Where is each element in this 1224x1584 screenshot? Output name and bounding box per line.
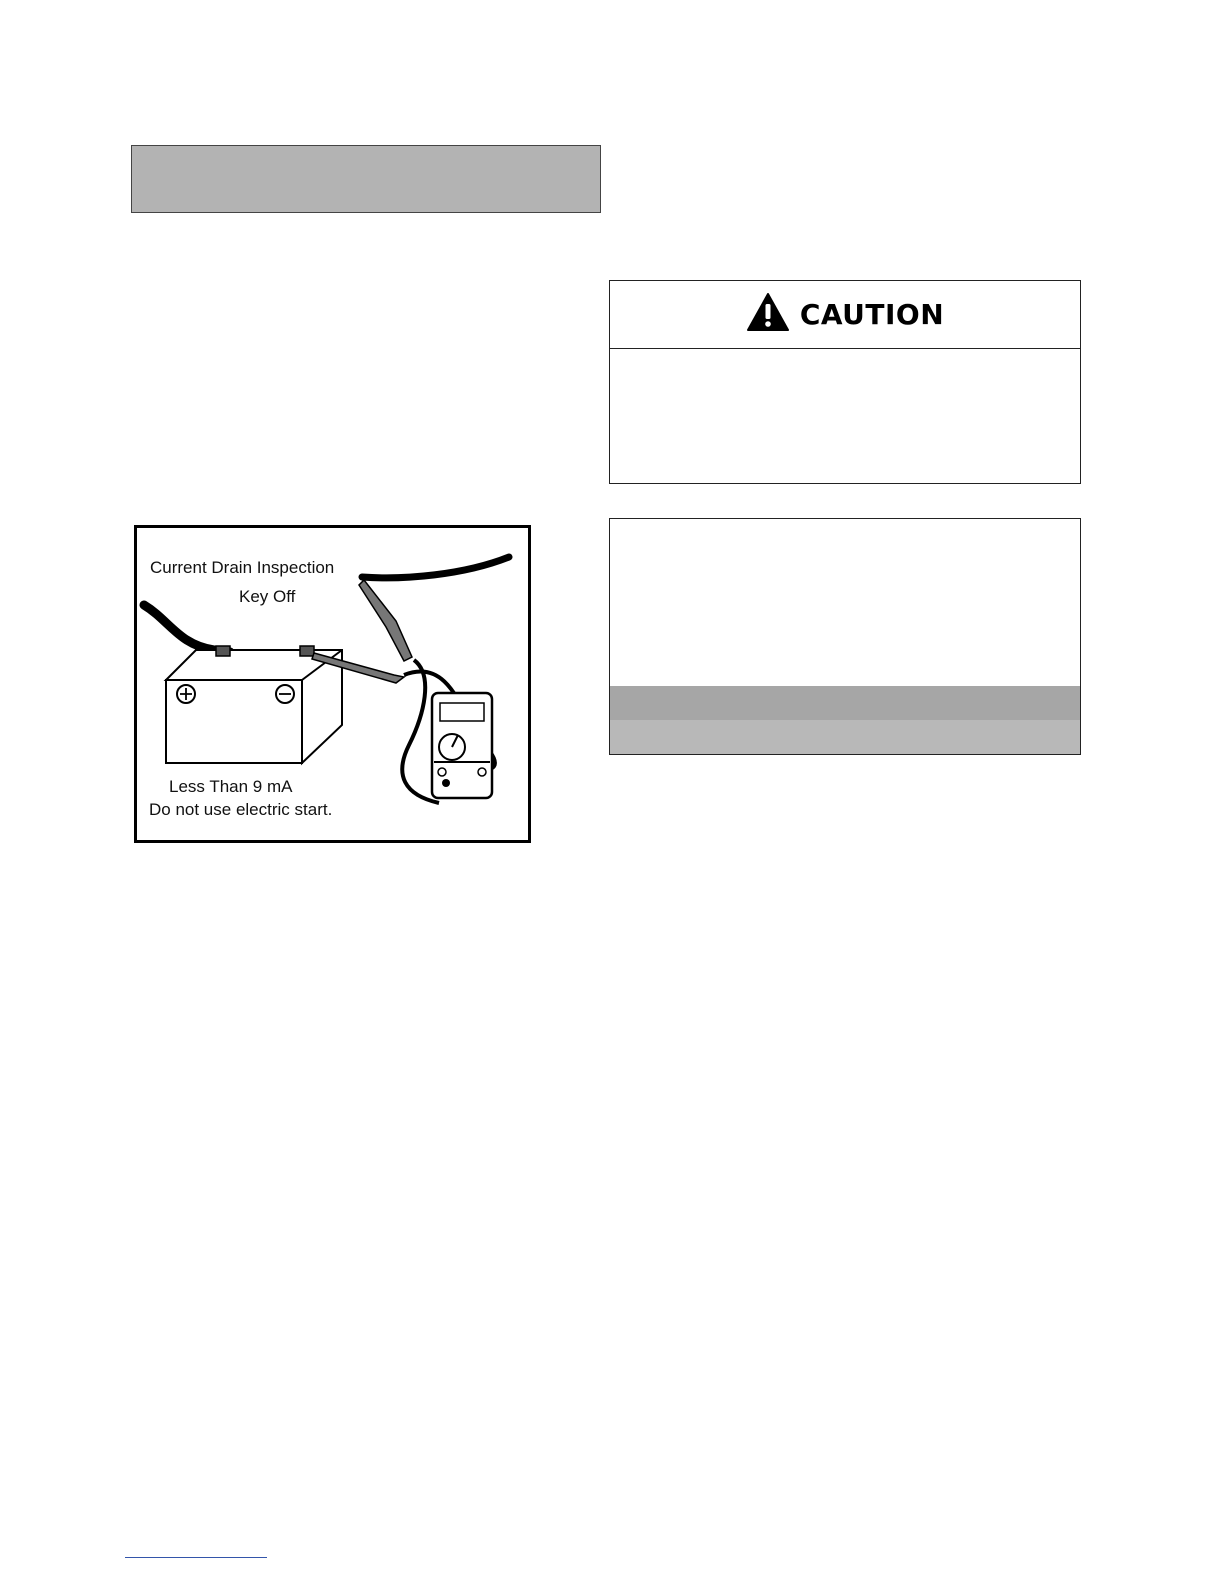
current-drain-illustration bbox=[134, 525, 531, 843]
note-band-light bbox=[610, 720, 1080, 754]
current-drain-figure bbox=[134, 525, 531, 843]
caption-key: Key Off bbox=[239, 587, 296, 606]
caution-label: CAUTION bbox=[799, 298, 945, 331]
warning-triangle-icon bbox=[746, 292, 790, 337]
footer-rule bbox=[125, 1557, 267, 1558]
battery-positive-terminal-icon bbox=[177, 685, 195, 703]
caution-body bbox=[610, 349, 1080, 484]
note-body bbox=[610, 519, 1080, 686]
caution-box bbox=[609, 280, 1081, 484]
caution-header bbox=[610, 281, 1080, 349]
section-title-bar bbox=[131, 145, 601, 213]
battery-negative-terminal-icon bbox=[276, 685, 294, 703]
caption-limit: Less Than 9 mA bbox=[169, 777, 293, 796]
battery-icon bbox=[166, 646, 342, 763]
caption-title: Current Drain Inspection bbox=[150, 558, 335, 577]
note-band-dark bbox=[610, 686, 1080, 720]
caption-warning: Do not use electric start. bbox=[149, 800, 333, 819]
note-box bbox=[609, 518, 1081, 755]
multimeter-icon bbox=[432, 693, 492, 798]
